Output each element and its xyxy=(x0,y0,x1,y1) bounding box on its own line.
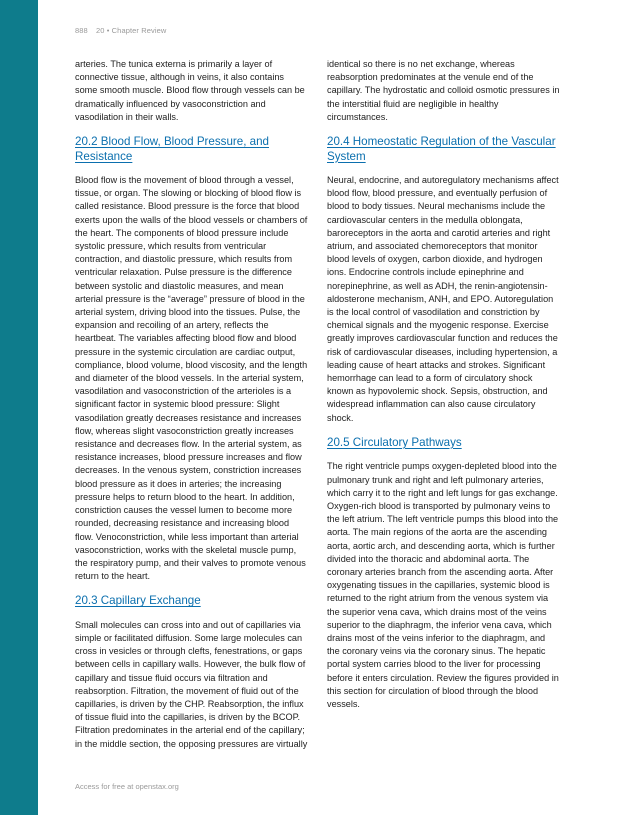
section-20-3-body: Small molecules can cross into and out of capillaries via simple or facilitated diffusion. Some large molecules can cross in vesicles or through clefts, fenestrations, or gaps between cells in capillary walls. However, the bulk flow of capillary and tissue fluid occurs via filtration and reabsorption. Filtration, the movement of fluid out of the capillaries, is driven by the CHP. Reabsorption, the influx of tissue fluid into the capillaries, is driven by the BCOP. Filtration predominates in the arterial end of the capillary; in the middle section, the opposing pressures are virtually xyxy=(75,619,308,749)
left-column xyxy=(75,58,308,762)
section-20-5-heading[interactable]: 20.5 Circulatory Pathways xyxy=(327,435,462,449)
intro-paragraph: arteries. The tunica externa is primarily a layer of connective tissue, although in veins, it also contains some smooth muscle. Blood flow through vessels can be dramatically influenced by vasoconstriction and vasodilation in their walls. xyxy=(75,59,305,122)
section-20-3-heading[interactable]: 20.3 Capillary Exchange xyxy=(75,594,201,608)
right-column xyxy=(327,58,560,722)
page-footer: Access for free at openstax.org xyxy=(75,782,179,791)
side-color-bar xyxy=(0,0,38,815)
section-20-4-heading[interactable]: 20.4 Homeostatic Regulation of the Vascular System xyxy=(327,135,556,163)
page-number: 888 xyxy=(75,26,88,35)
section-20-5-body: The right ventricle pumps oxygen-depleted blood into the pulmonary trunk and right and left pulmonary arteries, which carry it to the right and left lungs for gas exchange. Oxygen-rich blood is transported by pulmonary veins to the left atrium. The left ventricle pumps this blood into the aorta. The main regions of the aorta are the ascending aorta, aortic arch, and descending aorta, which is further divided into the thoracic and abdominal aorta. The coronary arteries branch from the ascending aorta. After oxygenating tissues in the capillaries, systemic blood is returned to the right atrium from the venous system via the superior vena cava, which drains most of the veins superior to the diaphragm, the inferior vena cava, which drains most of the veins inferior to the diaphragm, and the coronary veins via the coronary sinus. The hepatic portal system carries blood to the liver for processing before it enters circulation. Review the figures provided in this section for circulation of blood through the blood vessels. xyxy=(327,461,559,710)
section-20-4-body: Neural, endocrine, and autoregulatory mechanisms affect blood flow, blood pressure, and eventually perfusion of blood to body tissues. Neural mechanisms include the cardiovascular centers in the medulla oblongata, baroreceptors in the aorta and carotid arteries and right atrium, and associated chemoreceptors that monitor blood levels of oxygen, carbon dioxide, and hydrogen ions. Endocrine controls include epinephrine and norepinephrine, as well as ADH, the renin-angiotensin-aldosterone mechanism, ANH, and EPO. Autoregulation is the local control of vasodilation and constriction by chemical signals and the myogenic response. Exercise greatly improves cardiovascular function and reduces the risk of cardiovascular diseases, including hypertension, a leading cause of heart attacks and strokes. Significant hemorrhage can lead to a form of circulatory shock known as hypovolemic shock. Sepsis, obstruction, and widespread inflammation can also cause circulatory shock. xyxy=(327,175,559,423)
continuation-paragraph: identical so there is no net exchange, whereas reabsorption predominates at the venule end of the capillary. The hydrostatic and colloid osmotic pressures in the interstitial fluid are negligible in healthy circumstances. xyxy=(327,59,560,122)
section-20-2-heading[interactable]: 20.2 Blood Flow, Blood Pressure, and Resistance xyxy=(75,135,269,163)
page-header xyxy=(75,26,166,35)
chapter-label: 20 • Chapter Review xyxy=(96,26,167,35)
section-20-2-body: Blood flow is the movement of blood through a vessel, tissue, or organ. The slowing or blocking of blood flow is called resistance. Blood pressure is the force that blood exerts upon the walls of the blood vessels or chambers of the heart. The components of blood pressure include systolic pressure, which results from ventricular contraction, and diastolic pressure, which results from ventricular relaxation. Pulse pressure is the difference between systolic and diastolic measures, and mean arterial pressure is the “average” pressure of blood in the arterial system, driving blood into the tissues. Pulse, the expansion and recoiling of an artery, reflects the heartbeat. The variables affecting blood flow and blood pressure in the systemic circulation are cardiac output, compliance, blood volume, blood viscosity, and the length and diameter of the blood vessels. In the arterial system, vasodilation and vasoconstriction of the arterioles is a significant factor in systemic blood pressure: Slight vasodilation greatly decreases resistance and increases flow, whereas slight vasoconstriction greatly increases resistance and decreases flow. In the arterial system, as resistance increases, blood pressure increases and flow decreases. In the venous system, constriction increases blood pressure as it does in arteries; the increasing pressure helps to return blood to the heart. In addition, constriction causes the vessel lumen to become more rounded, decreasing resistance and increasing blood flow. Venoconstriction, while less important than arterial vasoconstriction, works with the skeletal muscle pump, the respiratory pump, and their valves to promote venous return to the heart. xyxy=(75,175,308,582)
